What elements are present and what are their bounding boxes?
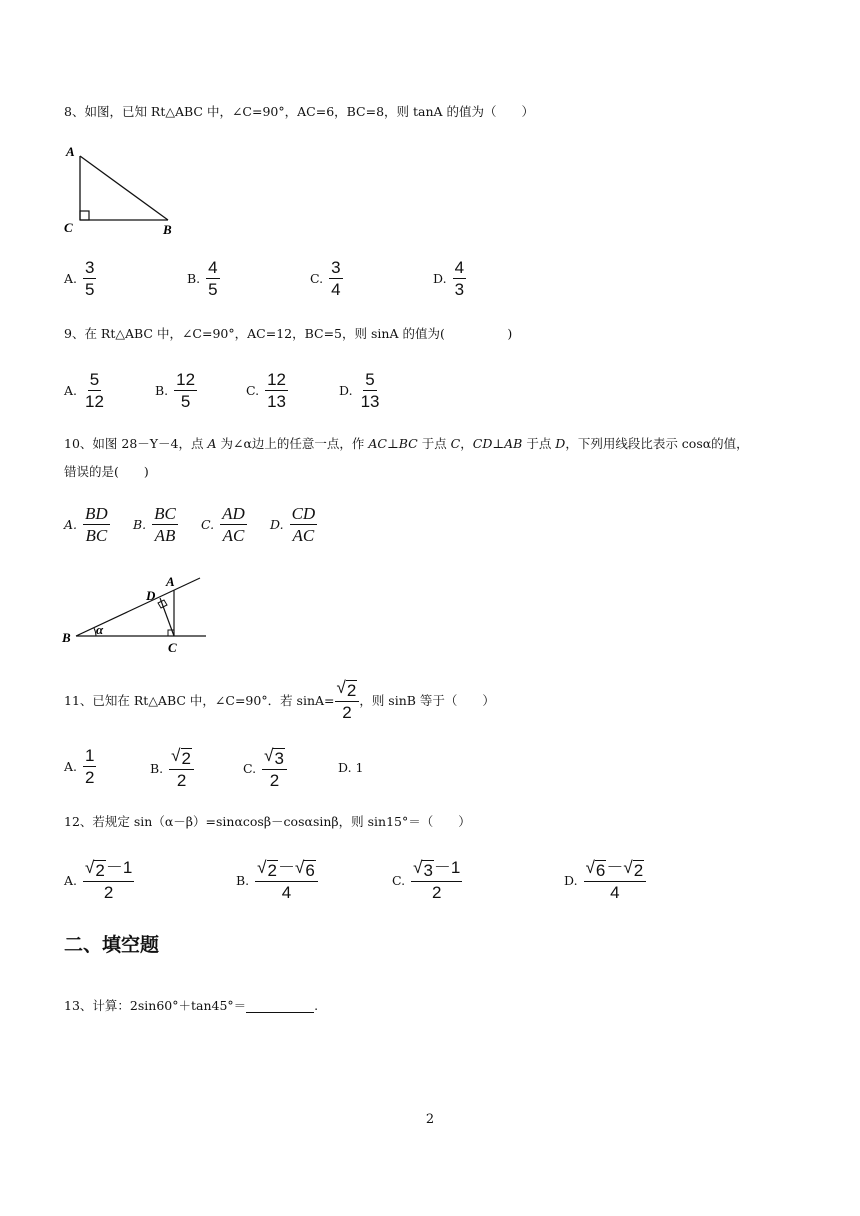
question-10-text: 10、如图 28－Y－4，点 A 为∠α边上的任意一点，作 AC⊥BC 于点 C，CD⊥AB 于点 D，下列用线段比表示 cosα的值， 错误的是( ) [64,436,749,479]
q10-option-a[interactable]: A. $\frac{BD}{BC}$ [64,504,108,545]
question-11-text: 11、已知在 Rt△ABC 中，∠C=90°．若 sinA= √ 2 2 ，则 sinB 等于（ ） [64,678,495,722]
q8-label-b: B [163,222,172,237]
q8-label-c: C [64,220,73,235]
q8-option-d[interactable]: D. $\frac{4}{3}$ [433,258,465,299]
q11-option-a[interactable]: A. $\frac{1}{2}$ [64,746,95,787]
q10-option-c[interactable]: C. $\frac{AD}{AC}$ [201,504,245,545]
q8-option-b[interactable]: B. $\frac{4}{5}$ [187,258,218,299]
q10-option-d[interactable]: D. $\frac{CD}{AC}$ [270,504,316,545]
q8-option-c[interactable]: C. $\frac{3}{4}$ [310,258,341,299]
question-9-text: 9、在 Rt△ABC 中，∠C=90°，AC=12，BC=5，则 sinA 的值为( ) [64,326,513,341]
q9-option-b[interactable]: B. $\frac{12}{5}$ [155,370,196,411]
question-13-text: 13、计算：2sin60°＋tan45°＝ . [64,998,319,1013]
section-heading-fill-in: 二、填空题 [64,934,160,956]
q10-label-alpha: α [96,622,104,637]
q8-option-a[interactable]: A. $\frac{3}{5}$ [64,258,95,299]
q10-angle-figure [60,572,220,656]
q9-option-a[interactable]: A. $\frac{5}{12}$ [64,370,104,411]
q11-option-b[interactable]: B. √ 2 2 [150,746,194,790]
q10-label-a: A [166,574,175,589]
q9-option-d[interactable]: D. $\frac{5}{13}$ [339,370,380,411]
question-12-text: 12、若规定 sin（α－β）=sinαcosβ－cosαsinβ，则 sin15°＝（ ） [64,814,471,829]
page-number: 2 [425,1112,435,1127]
q8-label-a: A [66,144,75,159]
q11-option-d[interactable]: D. 1 [338,760,364,775]
q12-option-d[interactable]: D. √ 6 － √ 2 4 [564,858,646,902]
q10-option-b[interactable]: B. $\frac{BC}{AB}$ [133,504,176,545]
q9-option-c[interactable]: C. $\frac{12}{13}$ [246,370,287,411]
q10-label-c: C [168,640,177,655]
answer-blank[interactable] [246,998,314,1013]
q10-label-d: D [146,588,156,603]
question-8-text: 8、如图，已知 Rt△ABC 中，∠C=90°，AC=6，BC=8，则 tanA 的值为（ ） [64,104,535,119]
q8-triangle-figure [60,142,190,238]
q11-option-c[interactable]: C. √ 3 2 [243,746,287,790]
q12-option-c[interactable]: C. √ 3 －1 2 [392,858,461,902]
q12-option-b[interactable]: B. √ 2 － √ 6 4 [236,858,318,902]
q12-option-a[interactable]: A. √ 2 －1 2 [64,858,133,902]
q10-label-b: B [62,630,71,645]
